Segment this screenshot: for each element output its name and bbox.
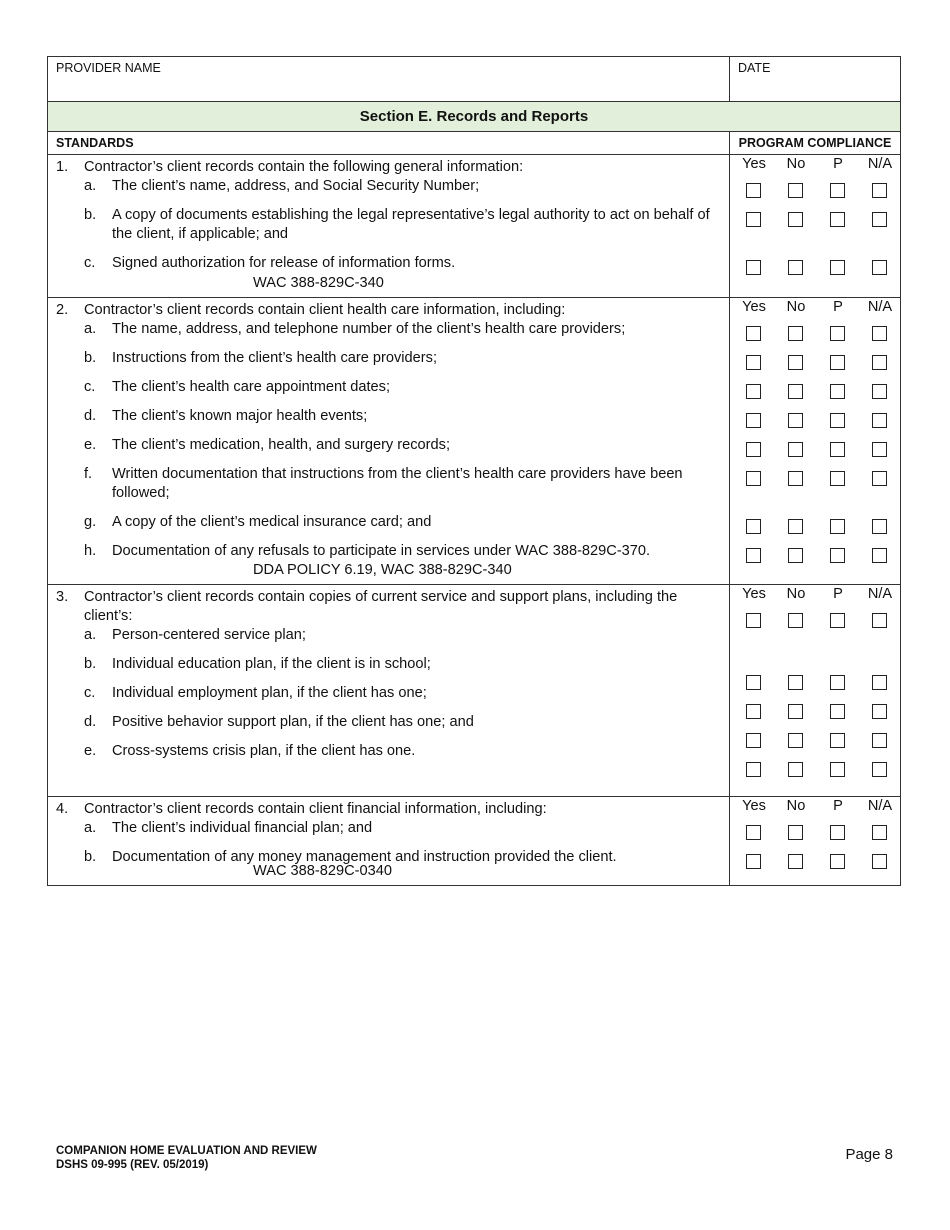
answer-checkbox-row <box>730 183 900 199</box>
checkbox-no[interactable] <box>788 548 803 563</box>
checkbox-na[interactable] <box>872 675 887 690</box>
regulation-reference: WAC 388-829C-0340 <box>253 863 392 879</box>
checkbox-p[interactable] <box>830 825 845 840</box>
checkbox-na[interactable] <box>872 733 887 748</box>
sub-item <box>48 742 729 771</box>
sub-item <box>48 436 729 465</box>
sub-item-text: Documentation of any refusals to participate in services under WAC 388-829C-370. <box>112 543 651 559</box>
date-label: DATE <box>738 61 771 75</box>
sub-item-letter: h. <box>84 543 97 559</box>
answer-checkbox-row <box>730 613 900 629</box>
sub-item <box>48 465 729 513</box>
checkbox-no[interactable] <box>788 471 803 486</box>
sub-item-letter: a. <box>84 820 97 836</box>
provider-name-field[interactable] <box>48 57 730 101</box>
checkbox-no[interactable] <box>788 854 803 869</box>
checkbox-p[interactable] <box>830 212 845 227</box>
answer-checkbox-row <box>730 384 900 400</box>
checkbox-na[interactable] <box>872 260 887 275</box>
sub-item-letter: b. <box>84 207 97 223</box>
sub-item-letter: d. <box>84 714 97 730</box>
sub-item <box>48 254 729 284</box>
checkbox-yes[interactable] <box>746 183 761 198</box>
sub-item-text: Individual employment plan, if the client has one; <box>112 685 427 701</box>
date-field[interactable] <box>730 57 900 101</box>
sub-item <box>48 513 729 542</box>
checkbox-na[interactable] <box>872 548 887 563</box>
sub-item <box>48 819 729 848</box>
checkbox-no[interactable] <box>788 762 803 777</box>
standards-header: STANDARDS <box>48 132 730 154</box>
answer-checkbox-row <box>730 260 900 276</box>
header-row <box>48 57 900 102</box>
standard-heading <box>48 158 729 177</box>
sub-item-letter: g. <box>84 514 97 530</box>
answer-label: Yes <box>742 798 766 814</box>
checkbox-no[interactable] <box>788 704 803 719</box>
checkbox-yes[interactable] <box>746 519 761 534</box>
standard-heading-text: Contractor’s client records contain copies of current service and support plans, including the client’s: <box>84 589 678 624</box>
form-footer <box>56 1144 317 1172</box>
column-header-row <box>48 132 900 155</box>
answer-label: P <box>833 586 843 602</box>
checkbox-p[interactable] <box>830 762 845 777</box>
standard-text-cell <box>48 298 730 584</box>
checkbox-p[interactable] <box>830 733 845 748</box>
checkbox-na[interactable] <box>872 613 887 628</box>
standard-group <box>48 585 900 797</box>
answer-label: No <box>786 299 806 315</box>
checkbox-na[interactable] <box>872 519 887 534</box>
compliance-cell <box>730 298 900 584</box>
standard-heading-text: Contractor’s client records contain the following general information: <box>84 159 524 175</box>
standard-text-cell <box>48 155 730 297</box>
checkbox-yes[interactable] <box>746 260 761 275</box>
checkbox-na[interactable] <box>872 704 887 719</box>
checkbox-no[interactable] <box>788 825 803 840</box>
sub-item-letter: c. <box>84 379 96 395</box>
sub-item-text: Person-centered service plan; <box>112 627 306 643</box>
page-number: Page 8 <box>845 1146 893 1163</box>
section-title: Section E. Records and Reports <box>48 102 900 132</box>
sub-item-text: Instructions from the client’s health care providers; <box>112 350 437 366</box>
checkbox-p[interactable] <box>830 704 845 719</box>
answer-checkbox-row <box>730 519 900 535</box>
sub-item-letter: d. <box>84 408 97 424</box>
checkbox-no[interactable] <box>788 183 803 198</box>
checkbox-na[interactable] <box>872 825 887 840</box>
standard-text-cell <box>48 797 730 885</box>
compliance-cell <box>730 155 900 297</box>
sub-item-text: The name, address, and telephone number of the client’s health care providers; <box>112 321 626 337</box>
answer-checkbox-row <box>730 762 900 778</box>
sub-item-text: Individual education plan, if the client is in school; <box>112 656 431 672</box>
checkbox-p[interactable] <box>830 675 845 690</box>
checkbox-no[interactable] <box>788 384 803 399</box>
checkbox-yes[interactable] <box>746 825 761 840</box>
answer-checkbox-row <box>730 825 900 841</box>
sub-item-letter: a. <box>84 627 97 643</box>
standard-heading-text: Contractor’s client records contain client financial information, including: <box>84 801 547 817</box>
answer-label: N/A <box>867 156 893 172</box>
checkbox-p[interactable] <box>830 355 845 370</box>
checkbox-na[interactable] <box>872 384 887 399</box>
checkbox-p[interactable] <box>830 854 845 869</box>
standard-heading <box>48 301 729 320</box>
form-number: DSHS 09-995 (REV. 05/2019) <box>56 1159 209 1171</box>
standard-number: 2. <box>56 302 69 318</box>
sub-item-letter: a. <box>84 178 97 194</box>
checkbox-yes[interactable] <box>746 854 761 869</box>
sub-item-letter: b. <box>84 849 97 865</box>
answer-checkbox-row <box>730 733 900 749</box>
checkbox-na[interactable] <box>872 355 887 370</box>
sub-item-text: The client’s known major health events; <box>112 408 368 424</box>
checkbox-p[interactable] <box>830 613 845 628</box>
standard-number: 3. <box>56 589 69 605</box>
checkbox-no[interactable] <box>788 733 803 748</box>
answer-checkbox-row <box>730 326 900 342</box>
checkbox-p[interactable] <box>830 183 845 198</box>
sub-item <box>48 407 729 436</box>
checkbox-yes[interactable] <box>746 355 761 370</box>
checkbox-no[interactable] <box>788 442 803 457</box>
checkbox-no[interactable] <box>788 675 803 690</box>
checkbox-na[interactable] <box>872 854 887 869</box>
checkbox-na[interactable] <box>872 326 887 341</box>
checkbox-na[interactable] <box>872 442 887 457</box>
standard-group <box>48 797 900 885</box>
checkbox-p[interactable] <box>830 413 845 428</box>
sub-item-text: The client’s individual financial plan; and <box>112 820 373 836</box>
answer-label: N/A <box>867 798 893 814</box>
sub-item <box>48 177 729 206</box>
checkbox-p[interactable] <box>830 442 845 457</box>
answer-label: No <box>786 156 806 172</box>
checkbox-na[interactable] <box>872 183 887 198</box>
answer-checkbox-row <box>730 212 900 228</box>
provider-name-label: PROVIDER NAME <box>56 61 161 75</box>
checkbox-yes[interactable] <box>746 326 761 341</box>
checkbox-na[interactable] <box>872 212 887 227</box>
checkbox-p[interactable] <box>830 384 845 399</box>
sub-item-text: The client’s medication, health, and surgery records; <box>112 437 450 453</box>
sub-item-text: Cross-systems crisis plan, if the client has one. <box>112 743 416 759</box>
evaluation-form <box>47 56 901 886</box>
answer-checkbox-row <box>730 471 900 487</box>
answer-label: P <box>833 798 843 814</box>
sub-item-letter: b. <box>84 656 97 672</box>
checkbox-no[interactable] <box>788 212 803 227</box>
sub-item-text: The client’s health care appointment dates; <box>112 379 390 395</box>
checkbox-no[interactable] <box>788 260 803 275</box>
checkbox-p[interactable] <box>830 548 845 563</box>
checkbox-no[interactable] <box>788 355 803 370</box>
checkbox-na[interactable] <box>872 471 887 486</box>
standard-heading <box>48 800 729 819</box>
sub-item <box>48 378 729 407</box>
checkbox-yes[interactable] <box>746 442 761 457</box>
answer-label: N/A <box>867 586 893 602</box>
standards-groups <box>48 155 900 885</box>
standard-heading-text: Contractor’s client records contain client health care information, including: <box>84 302 566 318</box>
checkbox-no[interactable] <box>788 519 803 534</box>
checkbox-yes[interactable] <box>746 548 761 563</box>
compliance-cell <box>730 585 900 796</box>
checkbox-p[interactable] <box>830 519 845 534</box>
answer-checkbox-row <box>730 854 900 870</box>
answer-label: Yes <box>742 156 766 172</box>
answer-checkbox-row <box>730 675 900 691</box>
answer-label: P <box>833 299 843 315</box>
standard-heading <box>48 588 729 626</box>
regulation-reference: DDA POLICY 6.19, WAC 388-829C-340 <box>253 562 512 578</box>
checkbox-yes[interactable] <box>746 675 761 690</box>
checkbox-yes[interactable] <box>746 413 761 428</box>
checkbox-p[interactable] <box>830 260 845 275</box>
answer-label: No <box>786 798 806 814</box>
sub-item-text: A copy of documents establishing the legal representative’s legal authority to act on behalf of the client, if applicable; and <box>112 207 710 242</box>
answer-checkbox-row <box>730 548 900 564</box>
checkbox-yes[interactable] <box>746 471 761 486</box>
sub-item <box>48 206 729 254</box>
checkbox-na[interactable] <box>872 413 887 428</box>
sub-item <box>48 320 729 349</box>
sub-item <box>48 626 729 655</box>
sub-item-letter: f. <box>84 466 93 482</box>
standard-group <box>48 298 900 585</box>
answer-label: Yes <box>742 299 766 315</box>
sub-item-letter: c. <box>84 685 96 701</box>
sub-item <box>48 684 729 713</box>
sub-item-text: Documentation of any money management and instruction provided the client. <box>112 849 617 865</box>
standard-group <box>48 155 900 298</box>
checkbox-na[interactable] <box>872 762 887 777</box>
answer-checkbox-row <box>730 442 900 458</box>
sub-item <box>48 713 729 742</box>
checkbox-no[interactable] <box>788 613 803 628</box>
sub-item-text: Positive behavior support plan, if the client has one; and <box>112 714 474 730</box>
regulation-reference: WAC 388-829C-340 <box>253 275 384 291</box>
sub-item-text: Signed authorization for release of information forms. <box>112 255 456 271</box>
answer-label: No <box>786 586 806 602</box>
answer-checkbox-row <box>730 704 900 720</box>
sub-item-letter: e. <box>84 437 97 453</box>
checkbox-yes[interactable] <box>746 613 761 628</box>
answer-label: N/A <box>867 299 893 315</box>
checkbox-yes[interactable] <box>746 733 761 748</box>
sub-item-text: Written documentation that instructions from the client’s health care providers have been followed; <box>112 466 683 501</box>
checkbox-yes[interactable] <box>746 212 761 227</box>
sub-item-text: The client’s name, address, and Social Security Number; <box>112 178 480 194</box>
checkbox-no[interactable] <box>788 326 803 341</box>
sub-item-letter: e. <box>84 743 97 759</box>
answer-label: Yes <box>742 586 766 602</box>
sub-item-letter: a. <box>84 321 97 337</box>
standard-number: 1. <box>56 159 69 175</box>
checkbox-p[interactable] <box>830 326 845 341</box>
sub-item-text: A copy of the client’s medical insurance card; and <box>112 514 432 530</box>
checkbox-no[interactable] <box>788 413 803 428</box>
checkbox-yes[interactable] <box>746 762 761 777</box>
sub-item <box>48 349 729 378</box>
answer-checkbox-row <box>730 355 900 371</box>
sub-item-letter: c. <box>84 255 96 271</box>
checkbox-yes[interactable] <box>746 704 761 719</box>
checkbox-yes[interactable] <box>746 384 761 399</box>
sub-item <box>48 655 729 684</box>
program-compliance-header: PROGRAM COMPLIANCE <box>738 136 892 150</box>
sub-item-letter: b. <box>84 350 97 366</box>
answer-checkbox-row <box>730 413 900 429</box>
checkbox-p[interactable] <box>830 471 845 486</box>
standard-text-cell <box>48 585 730 796</box>
standard-number: 4. <box>56 801 69 817</box>
compliance-cell <box>730 797 900 885</box>
form-title: COMPANION HOME EVALUATION AND REVIEW <box>56 1145 317 1157</box>
answer-label: P <box>833 156 843 172</box>
